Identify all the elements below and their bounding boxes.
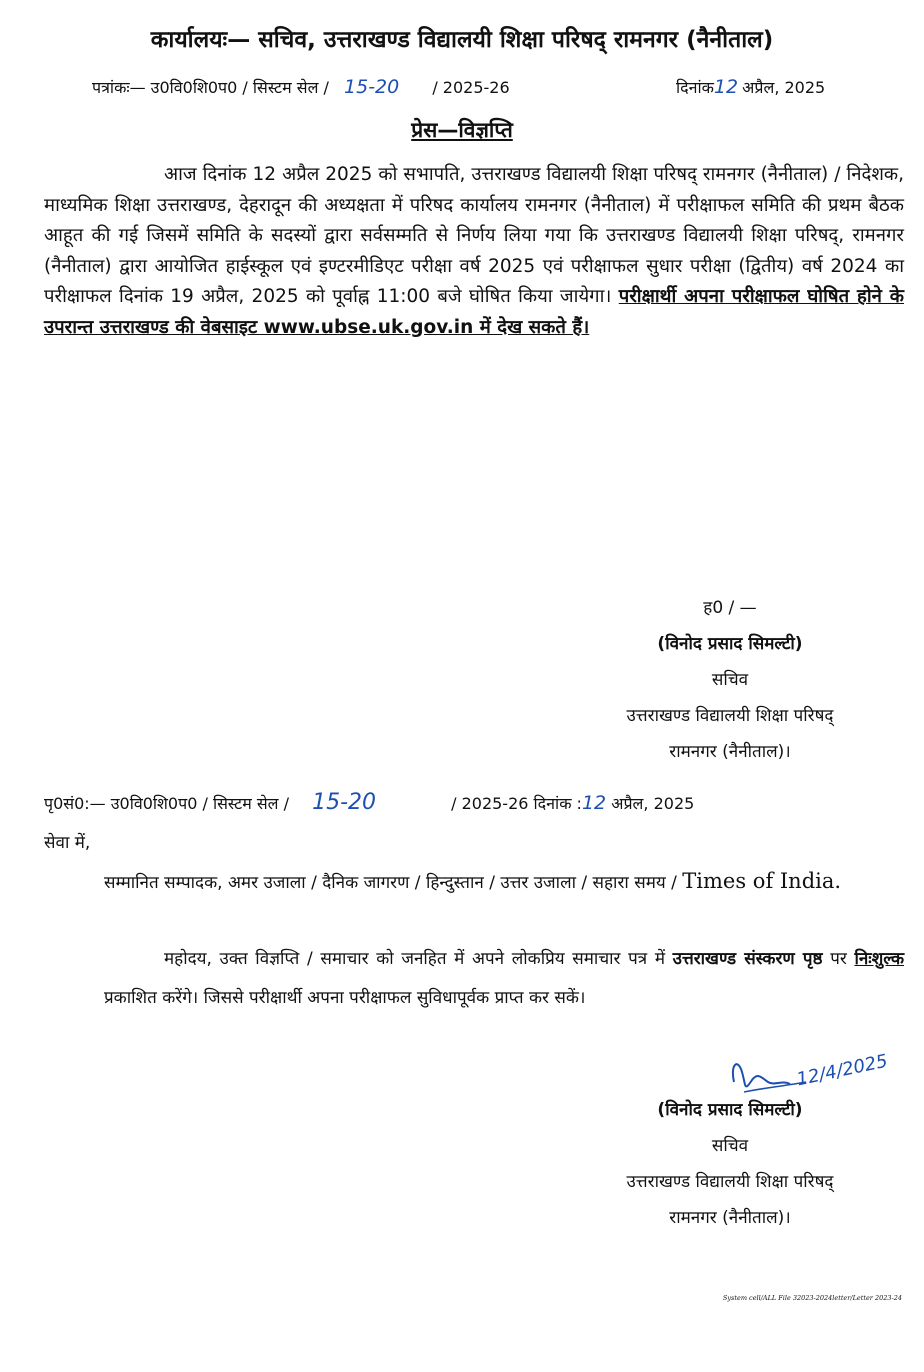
- signatory-org: उत्तराखण्ड विद्यालयी शिक्षा परिषद्: [626, 706, 834, 726]
- ref-year: / 2025-26: [432, 78, 510, 97]
- handwritten-date: 12/4/2025: [794, 1050, 890, 1091]
- endorsement-number-handwritten: 15-20: [312, 790, 377, 815]
- recipients-hindi: सम्मानित सम्पादक, अमर उजाला / दैनिक जागरण / हिन्दुस्तान / उत्तर उजाला / सहारा समय /: [104, 873, 677, 893]
- signature-block-1: [560, 590, 900, 770]
- endorsement-date-rest: अप्रैल, 2025: [611, 794, 695, 813]
- press-release-title: प्रेस—विज्ञप्ति: [411, 118, 513, 142]
- publication-request: [104, 940, 904, 1018]
- website-notice: परीक्षार्थी अपना परीक्षाफल घोषित होने के उपरान्त उत्तराखण्ड की वेबसाइट www.ubse.uk.gov.in में देख सकते हैं।: [44, 286, 904, 338]
- signed-mark: ह0 / —: [703, 598, 757, 618]
- signatory-place-2: रामनगर (नैनीताल)।: [669, 1208, 791, 1228]
- endorsement-prefix: पृ0सं0:— उ0वि0शि0प0 / सिस्टम सेल /: [44, 794, 289, 813]
- ref-number-handwritten: 15-20: [344, 76, 400, 98]
- recipients-english: Times of India.: [682, 869, 842, 893]
- date-line: [676, 76, 825, 98]
- signatory-org-2: उत्तराखण्ड विद्यालयी शिक्षा परिषद्: [626, 1172, 834, 1192]
- office-heading: कार्यालयः— सचिव, उत्तराखण्ड विद्यालयी शिक्षा परिषद् रामनगर (नैनीताल): [150, 27, 774, 53]
- recipients: [104, 862, 904, 902]
- date-prefix: दिनांक: [676, 78, 714, 97]
- date-day-handwritten: 12: [713, 76, 739, 98]
- signatory-designation: सचिव: [711, 670, 749, 690]
- request-end: प्रकाशित करेंगे। जिससे परीक्षार्थी अपना परीक्षाफल सुविधापूर्वक प्राप्त कर सकें।: [104, 988, 586, 1008]
- signatory-designation-2: सचिव: [711, 1136, 749, 1156]
- signatory-name-2: (विनोद प्रसाद सिमल्टी): [657, 1100, 803, 1120]
- request-mid: पर: [830, 949, 847, 969]
- request-start: महोदय, उक्त विज्ञप्ति / समाचार को जनहित में अपने लोकप्रिय समाचार पत्र में: [164, 949, 665, 969]
- addressee-salutation: सेवा में,: [44, 833, 91, 853]
- signature-block-2: [560, 1092, 900, 1236]
- request-free: निःशुल्क: [854, 949, 905, 969]
- endorsement-day-handwritten: 12: [581, 792, 607, 814]
- press-body-text: आज दिनांक 12 अप्रैल 2025 को सभापति, उत्तराखण्ड विद्यालयी शिक्षा परिषद् रामनगर (नैनीताल) / निदेशक, माध्यमिक शिक्षा उत्तराखण्ड, देहरादून की अध्यक्षता में परिषद कार्यालय रामनगर (नैनीताल) में परीक्षाफल समिति की प्रथम बैठक आहूत की गई जिसमें समिति के सदस्यों द्वारा सर्वसम्मति से निर्णय लिया गया कि उत्तराखण्ड विद्यालयी शिक्षा परिषद्, रामनगर (नैनीताल) द्वारा आयोजित हाईस्कूल एवं इण्टरमीडिएट परीक्षा वर्ष 2025 एवं परीक्षाफल सुधार परीक्षा (द्वितीय) वर्ष 2024 का परीक्षाफल दिनांक 19 अप्रैल, 2025 को पूर्वाह्न 11:00 बजे घोषित किया जायेगा।: [44, 164, 904, 307]
- endorsement-line: [44, 790, 694, 815]
- press-release-body: [44, 160, 904, 343]
- ref-prefix: पत्रांकः— उ0वि0शि0प0 / सिस्टम सेल /: [92, 78, 329, 97]
- endorsement-year: / 2025-26 दिनांक :: [451, 794, 582, 813]
- reference-line: [92, 76, 510, 98]
- signatory-place: रामनगर (नैनीताल)।: [669, 742, 791, 762]
- request-edition: उत्तराखण्ड संस्करण पृष्ठ: [672, 949, 823, 969]
- file-reference-note: System cell/ALL File 32023-2024letter/Letter 2023-24: [722, 1294, 902, 1302]
- date-rest: अप्रैल, 2025: [742, 78, 826, 97]
- signatory-name: (विनोद प्रसाद सिमल्टी): [657, 634, 803, 654]
